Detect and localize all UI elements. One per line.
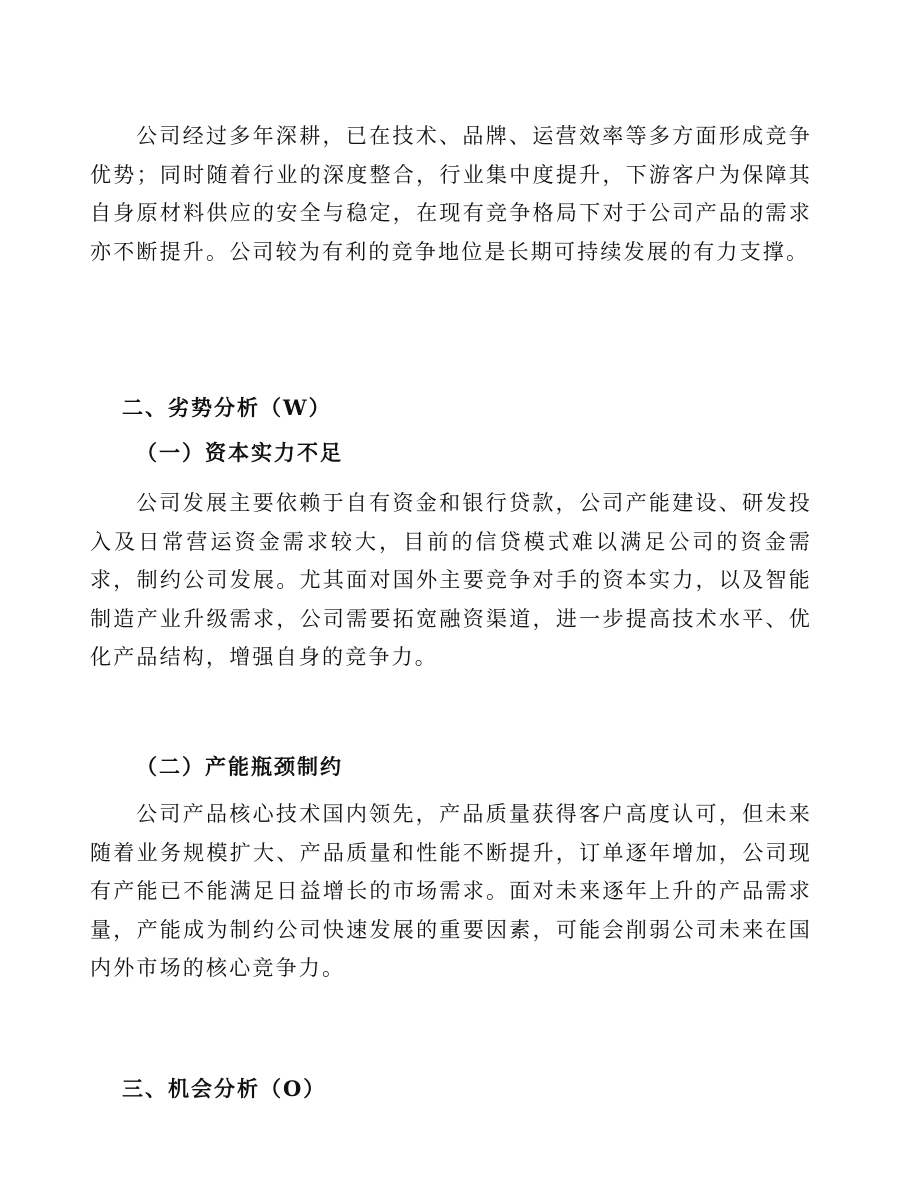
section-heading-weakness: 二、劣势分析（W）	[122, 395, 332, 420]
section-heading-opportunity: 三、机会分析（O）	[122, 1076, 327, 1101]
subheading-capital-strength: （一）资本实力不足	[136, 440, 343, 465]
paragraph-capacity-bottleneck: 公司产品核心技术国内领先，产品质量获得客户高度认可，但未来随着业务规模扩大、产品质量和性能不断提升，订单逐年增加，公司现有产能已不能满足日益增长的市场需求。面对未来逐年上升的产品需求量，产能成为制约公司快速发展的重要因素，可能会削弱公司未来在国内外市场的核心竞争力。	[90, 802, 812, 980]
subheading-capacity-bottleneck: （二）产能瓶颈制约	[136, 754, 343, 779]
paragraph-competitive-position: 公司经过多年深耕，已在技术、品牌、运营效率等多方面形成竞争优势；同时随着行业的深度整合，行业集中度提升，下游客户为保障其自身原材料供应的安全与稳定，在现有竞争格局下对于公司产品的需求亦不断提升。公司较为有利的竞争地位是长期可持续发展的有力支撑。	[90, 124, 812, 264]
paragraph-capital-strength: 公司发展主要依赖于自有资金和银行贷款，公司产能建设、研发投入及日常营运资金需求较大，目前的信贷模式难以满足公司的资金需求，制约公司发展。尤其面对国外主要竞争对手的资本实力，以及智能制造产业升级需求，公司需要拓宽融资渠道，进一步提高技术水平、优化产品结构，增强自身的竞争力。	[90, 491, 812, 669]
